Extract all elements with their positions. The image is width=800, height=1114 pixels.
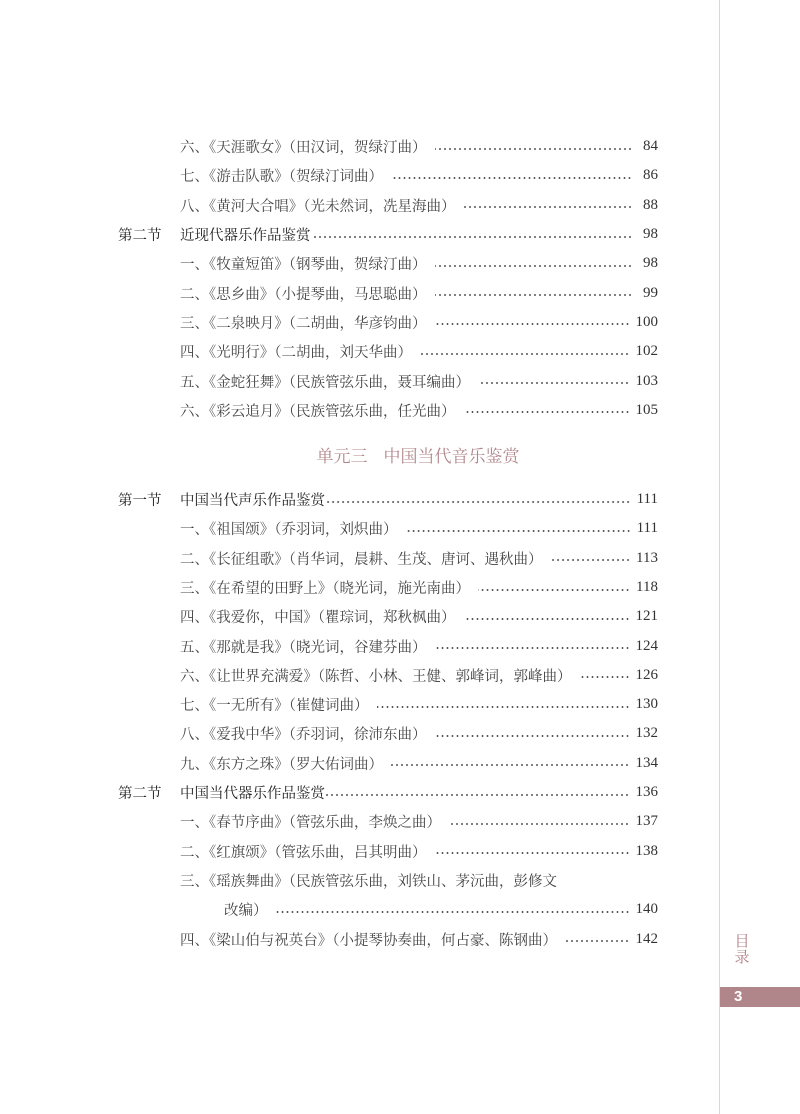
item-title: 四、《我爱你，中国》（瞿琮词，郑秋枫曲） [180, 610, 456, 627]
page-ref: 134 [635, 754, 658, 771]
leader-dots [580, 676, 630, 678]
page-number: 3 [720, 987, 800, 1007]
page-ref: 142 [635, 930, 658, 947]
toc-item[interactable] [118, 278, 658, 307]
leader-dots [311, 236, 633, 238]
leader-dots [325, 794, 630, 796]
toc-item[interactable] [118, 661, 658, 690]
leader-dots [406, 530, 631, 532]
item-title: 八、《爱我中华》（乔羽词，徐沛东曲） [180, 727, 427, 744]
page-ref: 100 [635, 313, 658, 330]
item-title: 二、《长征组歌》（肖华词，晨耕、生茂、唐诃、遇秋曲） [180, 551, 543, 568]
leader-dots [551, 559, 631, 561]
toc-item[interactable] [118, 249, 658, 278]
leader-dots [449, 823, 630, 825]
leader-dots [377, 706, 630, 708]
item-title: 九、《东方之珠》（罗大佑词曲） [180, 756, 383, 773]
item-title: 六、《彩云追月》（民族管弦乐曲，任光曲） [180, 403, 456, 420]
leader-dots [420, 353, 630, 355]
section-title: 中国当代器乐作品鉴赏 [180, 786, 325, 803]
item-title: 四、《光明行》（二胡曲，刘天华曲） [180, 345, 412, 362]
toc-part1 [118, 132, 658, 954]
leader-dots [478, 382, 630, 384]
page-ref: 138 [635, 842, 658, 859]
item-title: 一、《牧童短笛》（钢琴曲，贺绿汀曲） [180, 257, 427, 274]
toc-item[interactable] [118, 366, 658, 395]
page-ref: 132 [635, 725, 658, 742]
leader-dots [478, 589, 630, 591]
leader-dots [435, 735, 630, 737]
unit-label: 单元三 [316, 447, 368, 468]
unit-heading [118, 425, 658, 485]
toc-item[interactable] [118, 837, 658, 866]
page-ref: 130 [635, 696, 658, 713]
page-ref: 99 [643, 284, 658, 301]
page-ref: 126 [635, 666, 658, 683]
leader-dots [435, 294, 633, 296]
toc-item[interactable] [118, 544, 658, 573]
page-ref: 136 [635, 784, 658, 801]
page-ref: 140 [635, 901, 658, 918]
leader-dots [464, 618, 630, 620]
item-title: 五、《那就是我》（晓光词，谷建芬曲） [180, 639, 427, 656]
leader-dots [391, 764, 630, 766]
page-ref: 86 [643, 167, 658, 184]
leader-dots [276, 911, 630, 913]
page-ref: 105 [635, 401, 658, 418]
toc-item[interactable] [118, 631, 658, 660]
leader-dots [435, 148, 633, 150]
item-title-continuation: 改编） [224, 903, 268, 920]
item-title: 三、《二泉映月》（二胡曲，华彦钧曲） [180, 315, 427, 332]
item-title: 二、《红旗颂》（管弦乐曲，吕其明曲） [180, 844, 427, 861]
toc-section[interactable] [118, 220, 658, 249]
page-ref: 102 [635, 343, 658, 360]
page-ref: 118 [636, 579, 658, 595]
section-label: 第二节 [118, 228, 162, 245]
page-ref: 88 [643, 196, 658, 213]
toc-item[interactable] [118, 396, 658, 425]
item-title: 四、《梁山伯与祝英台》（小提琴协奏曲，何占豪、陈钢曲） [180, 932, 557, 949]
toc-item[interactable] [118, 132, 658, 161]
leader-dots [565, 940, 630, 942]
toc-item[interactable] [118, 807, 658, 836]
item-title: 五、《金蛇狂舞》（民族管弦乐曲，聂耳编曲） [180, 374, 470, 391]
item-title: 六、《天涯歌女》（田汉词，贺绿汀曲） [180, 140, 427, 157]
toc-section[interactable] [118, 778, 658, 807]
leader-dots [391, 177, 632, 179]
item-title: 七、《一无所有》（崔健词曲） [180, 698, 369, 715]
page-ref: 113 [636, 549, 658, 566]
page-ref: 98 [643, 255, 658, 272]
toc-item[interactable] [118, 161, 658, 190]
toc-section[interactable] [118, 485, 658, 514]
toc-item[interactable] [118, 719, 658, 748]
item-title: 一、《祖国颂》（乔羽词，刘炽曲） [180, 522, 398, 539]
item-title: 八、《黄河大合唱》（光未然词，冼星海曲） [180, 198, 456, 215]
toc-item[interactable] [118, 749, 658, 778]
page-edge-line [719, 0, 720, 1114]
toc-item[interactable] [118, 690, 658, 719]
leader-dots [464, 206, 633, 208]
page-ref: 111 [636, 520, 658, 537]
leader-dots [325, 501, 631, 503]
side-tab-label: 目录 [734, 932, 750, 966]
item-title: 二、《思乡曲》（小提琴曲，马思聪曲） [180, 286, 427, 303]
page-ref: 111 [636, 491, 658, 508]
item-title: 一、《春节序曲》（管弦乐曲，李焕之曲） [180, 815, 441, 832]
leader-dots [435, 265, 633, 267]
page-ref: 84 [643, 138, 658, 155]
toc-item[interactable] [118, 308, 658, 337]
toc-item[interactable] [118, 573, 658, 602]
page-ref: 98 [643, 226, 658, 243]
page-ref: 137 [635, 813, 658, 830]
section-title: 中国当代声乐作品鉴赏 [180, 493, 325, 510]
leader-dots [464, 411, 630, 413]
toc-item[interactable] [118, 924, 658, 953]
toc-item[interactable] [118, 866, 658, 895]
leader-dots [435, 647, 630, 649]
page-ref: 103 [635, 372, 658, 389]
leader-dots [435, 852, 630, 854]
leader-dots [435, 323, 630, 325]
page-ref: 121 [635, 608, 658, 625]
toc-item[interactable] [118, 514, 658, 543]
item-title: 三、《瑶族舞曲》（民族管弦乐曲，刘铁山、茅沅曲，彭修文 [180, 873, 557, 890]
unit-title: 中国当代音乐鉴赏 [383, 447, 520, 468]
section-label: 第二节 [118, 786, 162, 803]
toc-item[interactable] [118, 602, 658, 631]
page-ref: 124 [635, 637, 658, 654]
item-title: 三、《在希望的田野上》（晓光词，施光南曲） [180, 581, 470, 597]
toc-item[interactable] [118, 191, 658, 220]
item-title: 六、《让世界充满爱》（陈哲、小林、王健、郭峰词，郭峰曲） [180, 668, 572, 685]
section-label: 第一节 [118, 493, 162, 510]
toc-item[interactable] [118, 337, 658, 366]
toc-item-continuation[interactable] [118, 895, 658, 924]
item-title: 七、《游击队歌》（贺绿汀词曲） [180, 169, 383, 186]
section-title: 近现代器乐作品鉴赏 [180, 228, 311, 245]
